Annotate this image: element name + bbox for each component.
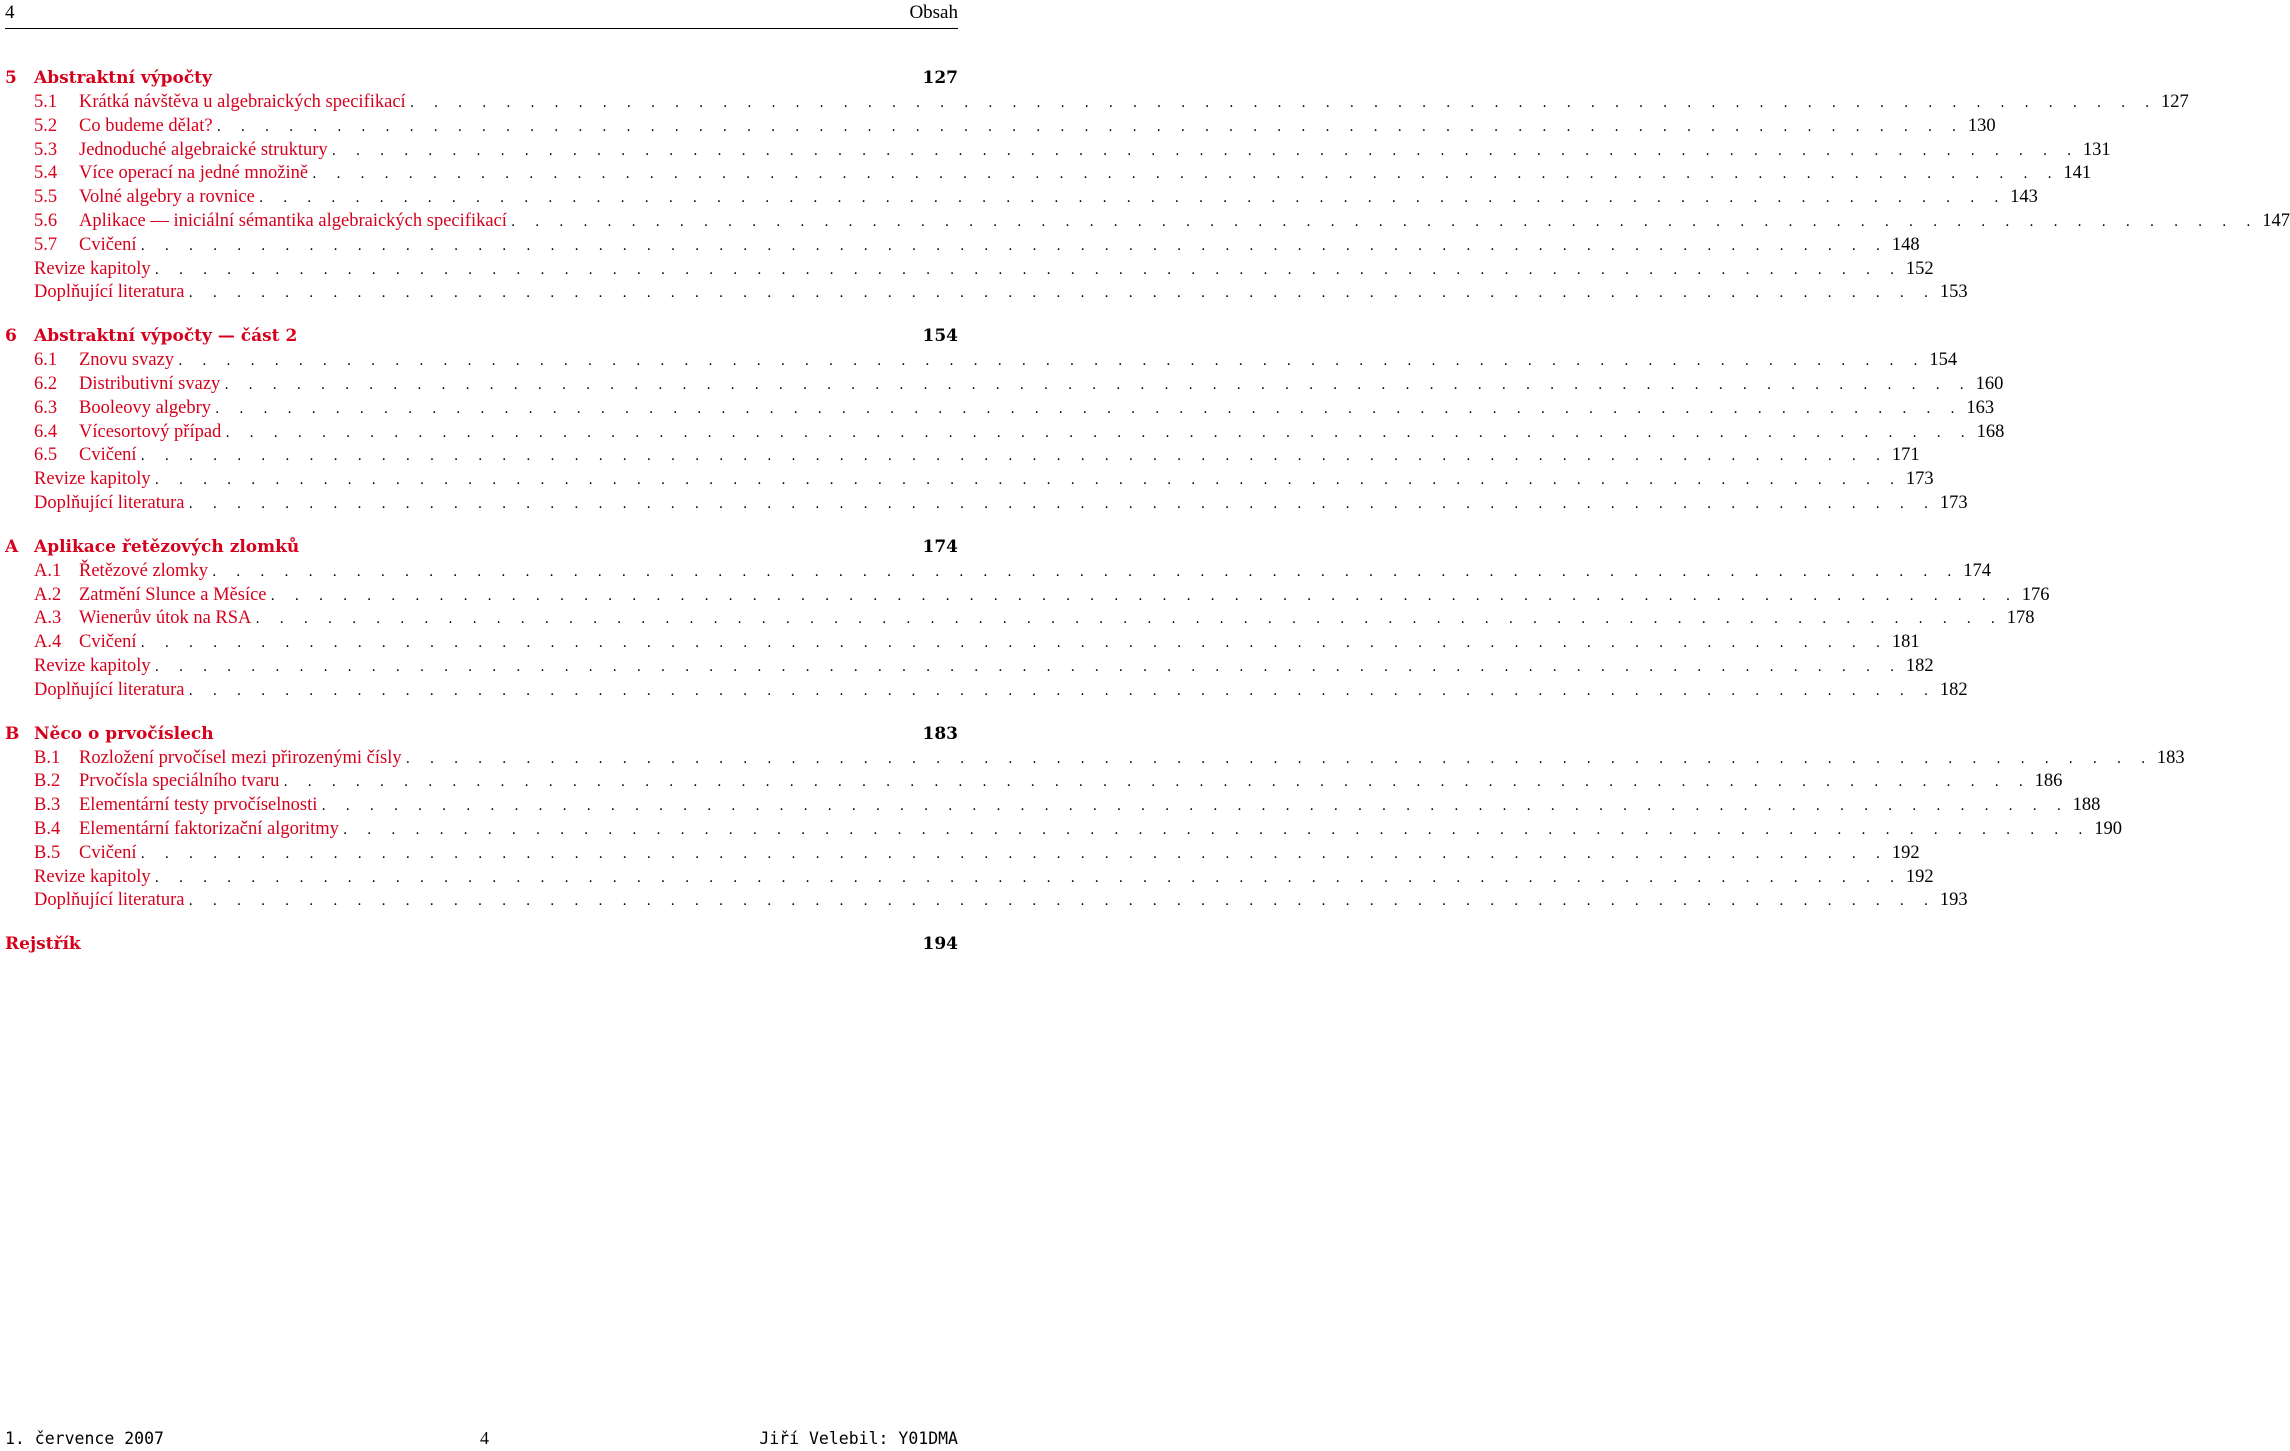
chapter-page: 154	[922, 326, 958, 347]
footer-date: 1. července 2007	[5, 1429, 164, 1448]
entry-title: Doplňující literatura	[34, 679, 185, 700]
dot-leader: . . . . . . . . . . . . . . . . . . . . . . . . . . . . . . . . . . . . . . . . . . . . . . . . . . . . . . . . . . . . . . . . . . . . . . . . .	[154, 869, 1902, 886]
toc-entry[interactable]	[5, 655, 1934, 680]
entry-number: A.1	[34, 560, 62, 581]
entry-page: 182	[1905, 655, 1934, 676]
chapter-page: 183	[922, 723, 958, 744]
chapter-title: Abstraktní výpočty	[34, 68, 212, 88]
entry-number: 6.5	[34, 445, 58, 466]
toc-entry[interactable]	[5, 397, 1995, 422]
entry-page: 163	[1966, 397, 1995, 418]
entry-page: 173	[1905, 469, 1934, 490]
chapter-number: 6	[5, 326, 17, 347]
chapter-number: A	[5, 536, 19, 557]
entry-number: B.1	[34, 747, 61, 768]
chapter-title: Abstraktní výpočty — část 2	[34, 326, 298, 347]
chapter-number: 5	[5, 68, 17, 88]
toc-entry[interactable]	[5, 492, 1968, 517]
entry-title: Jednoduché algebraické struktury	[79, 139, 328, 160]
entry-number: B.5	[34, 842, 61, 863]
entry-page: 153	[1939, 282, 1968, 303]
dot-leader: . . . . . . . . . . . . . . . . . . . . . . . . . . . . . . . . . . . . . . . . . . . . . . . . . . . . . . . . . . . . . . . . . . . . . . . . .	[405, 750, 2153, 767]
entry-page: 147	[2262, 210, 2290, 231]
entry-title: Cvičení	[79, 632, 137, 653]
entry-page: 181	[1891, 632, 1920, 653]
toc-entry[interactable]	[5, 747, 2185, 772]
entry-title: Doplňující literatura	[34, 890, 185, 911]
entry-page: 174	[1963, 560, 1991, 581]
toc-chapter[interactable]	[5, 68, 958, 92]
entry-page: 193	[1939, 890, 1968, 911]
toc-entry[interactable]	[5, 608, 2035, 632]
toc-entry[interactable]	[5, 282, 1968, 306]
entry-number: 5.1	[34, 92, 58, 112]
footer-author: Jiří Velebil: Y01DMA	[759, 1429, 958, 1448]
toc-entry[interactable]	[5, 632, 1920, 656]
toc-entry[interactable]	[5, 890, 1968, 914]
toc-entry[interactable]	[5, 234, 1920, 259]
entry-title: Rozložení prvočísel mezi přirozenými čísly	[79, 747, 402, 768]
entry-page: 171	[1891, 445, 1920, 466]
dot-leader: . . . . . . . . . . . . . . . . . . . . . . . . . . . . . . . . . . . . . . . . . . . . . . . . . . . . . . . . . . . . . . . . . . . . . . . . .	[312, 166, 2060, 183]
toc-entry[interactable]	[5, 842, 1920, 867]
header-section-title: Obsah	[909, 2, 958, 23]
entry-title: Revize kapitoly	[34, 655, 151, 676]
entry-page: 143	[2010, 187, 2038, 208]
entry-title: Elementární faktorizační algoritmy	[79, 818, 339, 839]
entry-page: 154	[1929, 350, 1958, 371]
dot-leader: . . . . . . . . . . . . . . . . . . . . . . . . . . . . . . . . . . . . . . . . . . . . . . . . . . . . . . . . . . . . . . . . . . . . . . . . .	[342, 821, 2091, 838]
toc-entry[interactable]	[5, 584, 2050, 609]
entry-number: A.3	[34, 608, 62, 629]
entry-title: Co budeme dělat?	[79, 115, 213, 136]
dot-leader: . . . . . . . . . . . . . . . . . . . . . . . . . . . . . . . . . . . . . . . . . . . . . . . . . . . . . . . . . . . . . . . . . . . . . . . . .	[211, 563, 1960, 580]
entry-page: 178	[2006, 608, 2035, 629]
dot-leader: . . . . . . . . . . . . . . . . . . . . . . . . . . . . . . . . . . . . . . . . . . . . . . . . . . . . . . . . . . . . . . . . . . . . . . . . .	[140, 237, 1888, 254]
dot-leader: . . . . . . . . . . . . . . . . . . . . . . . . . . . . . . . . . . . . . . . . . . . . . . . . . . . . . . . . . . . . . . . . . . . . . . . . .	[510, 213, 2259, 230]
entry-number: 5.7	[34, 234, 58, 255]
entry-number: A.4	[34, 632, 62, 653]
entry-number: B.4	[34, 818, 61, 839]
dot-leader: . . . . . . . . . . . . . . . . . . . . . . . . . . . . . . . . . . . . . . . . . . . . . . . . . . . . . . . . . . . . . . . . . . . . . . . . .	[258, 190, 2007, 207]
entry-page: 148	[1891, 234, 1920, 255]
entry-page: 183	[2156, 747, 2185, 768]
header-page-number: 4	[5, 2, 15, 23]
entry-page: 186	[2034, 771, 2063, 792]
toc-index[interactable]	[5, 934, 958, 958]
toc-chapter[interactable]	[5, 724, 958, 748]
entry-number: 5.3	[34, 139, 58, 160]
index-page: 194	[922, 934, 958, 955]
dot-leader: . . . . . . . . . . . . . . . . . . . . . . . . . . . . . . . . . . . . . . . . . . . . . . . . . . . . . . . . . . . . . . . . . . . . . . . . .	[188, 682, 1936, 699]
entry-title: Revize kapitoly	[34, 469, 151, 490]
dot-leader: . . . . . . . . . . . . . . . . . . . . . . . . . . . . . . . . . . . . . . . . . . . . . . . . . . . . . . . . . . . . . . . . . . . . . . . . .	[283, 774, 2031, 791]
entry-title: Prvočísla speciálního tvaru	[79, 771, 280, 792]
toc-entry[interactable]	[5, 139, 2111, 164]
entry-title: Volné algebry a rovnice	[79, 187, 255, 208]
entry-title: Booleovy algebry	[79, 397, 212, 418]
table-of-contents	[5, 68, 2290, 958]
toc-entry[interactable]	[5, 187, 2038, 211]
entry-title: Revize kapitoly	[34, 866, 151, 887]
toc-entry[interactable]	[5, 163, 2092, 187]
entry-title: Krátká návštěva u algebraických specifikací	[79, 92, 406, 112]
entry-page: 130	[1967, 115, 1996, 136]
entry-title: Více operací na jedné množině	[79, 163, 309, 184]
entry-title: Aplikace — iniciální sémantika algebraických specifikací	[79, 210, 507, 231]
chapter-title: Něco o prvočíslech	[34, 723, 214, 744]
dot-leader: . . . . . . . . . . . . . . . . . . . . . . . . . . . . . . . . . . . . . . . . . . . . . . . . . . . . . . . . . . . . . . . . . . . . . . . . .	[188, 495, 1936, 512]
entry-number: 6.2	[34, 373, 58, 394]
chapter-title: Aplikace řetězových zlomků	[34, 536, 300, 557]
index-title: Rejstřík	[5, 934, 81, 955]
dot-leader: . . . . . . . . . . . . . . . . . . . . . . . . . . . . . . . . . . . . . . . . . . . . . . . . . . . . . . . . . . . . . . . . . . . . . . . . .	[215, 400, 1963, 417]
toc-entry[interactable]	[5, 679, 1968, 704]
toc-entry[interactable]	[5, 350, 1958, 374]
toc-entry[interactable]	[5, 421, 2005, 446]
dot-leader: . . . . . . . . . . . . . . . . . . . . . . . . . . . . . . . . . . . . . . . . . . . . . . . . . . . . . . . . . . . . . . . . . . . . . . . . .	[140, 635, 1888, 652]
toc-entry[interactable]	[5, 469, 1934, 493]
entry-page: 182	[1939, 679, 1968, 700]
dot-leader: . . . . . . . . . . . . . . . . . . . . . . . . . . . . . . . . . . . . . . . . . . . . . . . . . . . . . . . . . . . . . . . . . . . . . . . . .	[178, 353, 1926, 370]
page-header	[5, 0, 958, 29]
toc-entry[interactable]	[5, 795, 2101, 819]
toc-entry[interactable]	[5, 866, 1934, 891]
entry-title: Revize kapitoly	[34, 258, 151, 279]
dot-leader: . . . . . . . . . . . . . . . . . . . . . . . . . . . . . . . . . . . . . . . . . . . . . . . . . . . . . . . . . . . . . . . . . . . . . . . . .	[140, 448, 1888, 465]
footer-page-number: 4	[480, 1428, 489, 1448]
entry-title: Wienerův útok na RSA	[79, 608, 252, 629]
entry-number: A.2	[34, 584, 62, 605]
entry-page: 192	[1891, 842, 1920, 863]
dot-leader: . . . . . . . . . . . . . . . . . . . . . . . . . . . . . . . . . . . . . . . . . . . . . . . . . . . . . . . . . . . . . . . . . . . . . . . . .	[154, 261, 1902, 278]
entry-page: 152	[1905, 258, 1934, 279]
entry-number: 6.1	[34, 350, 58, 371]
toc-entry[interactable]	[5, 818, 2122, 843]
entry-title: Cvičení	[79, 842, 137, 863]
entry-number: 5.2	[34, 115, 58, 136]
entry-title: Zatmění Slunce a Měsíce	[79, 584, 267, 605]
dot-leader: . . . . . . . . . . . . . . . . . . . . . . . . . . . . . . . . . . . . . . . . . . . . . . . . . . . . . . . . . . . . . . . . . . . . . . . . .	[409, 95, 2157, 111]
chapter-page: 174	[922, 536, 958, 557]
entry-page: 141	[2063, 163, 2092, 184]
dot-leader: . . . . . . . . . . . . . . . . . . . . . . . . . . . . . . . . . . . . . . . . . . . . . . . . . . . . . . . . . . . . . . . . . . . . . . . . .	[188, 893, 1936, 910]
entry-number: 6.4	[34, 421, 58, 442]
dot-leader: . . . . . . . . . . . . . . . . . . . . . . . . . . . . . . . . . . . . . . . . . . . . . . . . . . . . . . . . . . . . . . . . . . . . . . . . .	[224, 376, 1972, 393]
entry-page: 127	[2160, 92, 2189, 112]
toc-entry[interactable]	[5, 771, 2063, 795]
entry-title: Řetězové zlomky	[79, 560, 208, 581]
entry-page: 173	[1939, 492, 1968, 513]
toc-entry[interactable]	[5, 92, 2189, 116]
toc-entry[interactable]	[5, 373, 2004, 398]
entry-title: Doplňující literatura	[34, 492, 185, 513]
dot-leader: . . . . . . . . . . . . . . . . . . . . . . . . . . . . . . . . . . . . . . . . . . . . . . . . . . . . . . . . . . . . . . . . . . . . . . . . .	[331, 142, 2079, 159]
toc-entry[interactable]	[5, 445, 1920, 469]
toc-entry[interactable]	[5, 560, 1991, 585]
dot-leader: . . . . . . . . . . . . . . . . . . . . . . . . . . . . . . . . . . . . . . . . . . . . . . . . . . . . . . . . . . . . . . . . . . . . . . . . .	[154, 658, 1902, 675]
entry-number: 5.5	[34, 187, 58, 208]
entry-number: 5.4	[34, 163, 58, 184]
entry-title: Vícesortový případ	[79, 421, 222, 442]
chapter-page: 127	[922, 68, 958, 88]
toc-chapter[interactable]	[5, 537, 958, 561]
entry-page: 160	[1975, 373, 2004, 394]
entry-title: Elementární testy prvočíselnosti	[79, 795, 318, 816]
toc-chapter[interactable]	[5, 326, 958, 350]
entry-title: Cvičení	[79, 234, 137, 255]
entry-page: 188	[2072, 795, 2101, 816]
entry-number: B.2	[34, 771, 61, 792]
toc-entry[interactable]	[5, 258, 1934, 283]
entry-title: Distributivní svazy	[79, 373, 221, 394]
dot-leader: . . . . . . . . . . . . . . . . . . . . . . . . . . . . . . . . . . . . . . . . . . . . . . . . . . . . . . . . . . . . . . . . . . . . . . . . .	[321, 798, 2069, 815]
dot-leader: . . . . . . . . . . . . . . . . . . . . . . . . . . . . . . . . . . . . . . . . . . . . . . . . . . . . . . . . . . . . . . . . . . . . . . . . .	[154, 472, 1902, 489]
dot-leader: . . . . . . . . . . . . . . . . . . . . . . . . . . . . . . . . . . . . . . . . . . . . . . . . . . . . . . . . . . . . . . . . . . . . . . . . .	[255, 611, 2003, 628]
entry-title: Znovu svazy	[79, 350, 175, 371]
entry-number: B.3	[34, 795, 61, 816]
entry-page: 192	[1905, 866, 1934, 887]
dot-leader: . . . . . . . . . . . . . . . . . . . . . . . . . . . . . . . . . . . . . . . . . . . . . . . . . . . . . . . . . . . . . . . . . . . . . . . . .	[225, 424, 1973, 441]
dot-leader: . . . . . . . . . . . . . . . . . . . . . . . . . . . . . . . . . . . . . . . . . . . . . . . . . . . . . . . . . . . . . . . . . . . . . . . . .	[270, 587, 2018, 604]
entry-page: 131	[2082, 139, 2111, 160]
entry-page: 176	[2021, 584, 2050, 605]
entry-page: 190	[2094, 818, 2122, 839]
entry-number: 5.6	[34, 210, 58, 231]
entry-number: 6.3	[34, 397, 58, 418]
toc-entry[interactable]	[5, 210, 2290, 235]
toc-entry[interactable]	[5, 115, 1996, 140]
entry-title: Cvičení	[79, 445, 137, 466]
dot-leader: . . . . . . . . . . . . . . . . . . . . . . . . . . . . . . . . . . . . . . . . . . . . . . . . . . . . . . . . . . . . . . . . . . . . . . . . .	[140, 845, 1888, 862]
dot-leader: . . . . . . . . . . . . . . . . . . . . . . . . . . . . . . . . . . . . . . . . . . . . . . . . . . . . . . . . . . . . . . . . . . . . . . . . .	[188, 285, 1936, 302]
dot-leader: . . . . . . . . . . . . . . . . . . . . . . . . . . . . . . . . . . . . . . . . . . . . . . . . . . . . . . . . . . . . . . . . . . . . . . . . .	[216, 118, 1964, 135]
chapter-number: B	[5, 723, 20, 744]
entry-title: Doplňující literatura	[34, 282, 185, 303]
entry-page: 168	[1976, 421, 2005, 442]
